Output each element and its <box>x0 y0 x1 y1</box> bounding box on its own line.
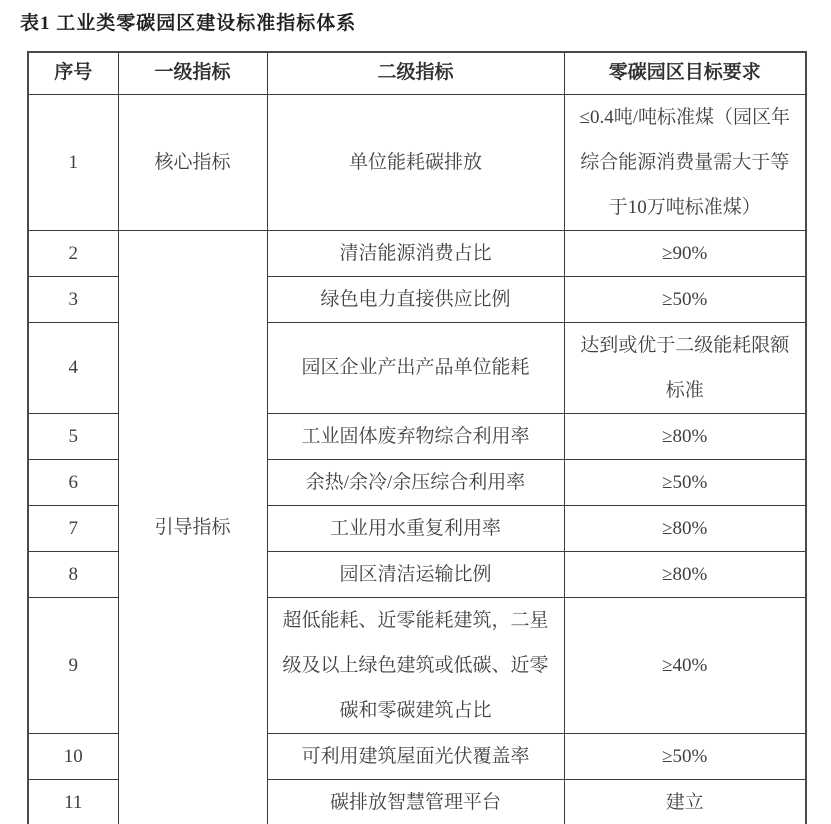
cell-level1: 核心指标 <box>118 94 267 230</box>
cell-no: 7 <box>28 505 118 551</box>
header-cell-level1: 一级指标 <box>118 52 267 94</box>
cell-no: 1 <box>28 94 118 230</box>
cell-target: ≥90% <box>564 230 806 276</box>
cell-no: 2 <box>28 230 118 276</box>
cell-level2: 碳排放智慧管理平台 <box>267 779 564 824</box>
cell-level2: 园区企业产出产品单位能耗 <box>267 322 564 413</box>
cell-no: 5 <box>28 413 118 459</box>
cell-level2: 工业用水重复利用率 <box>267 505 564 551</box>
cell-target: ≥50% <box>564 276 806 322</box>
cell-target: ≥80% <box>564 413 806 459</box>
cell-no: 3 <box>28 276 118 322</box>
cell-target: 达到或优于二级能耗限额标准 <box>564 322 806 413</box>
header-cell-target: 零碳园区目标要求 <box>564 52 806 94</box>
cell-level2: 园区清洁运输比例 <box>267 551 564 597</box>
cell-level2: 工业固体废弃物综合利用率 <box>267 413 564 459</box>
table-row <box>28 94 806 230</box>
cell-target: ≥50% <box>564 733 806 779</box>
indicator-table <box>27 51 807 824</box>
cell-level2: 单位能耗碳排放 <box>267 94 564 230</box>
header-row <box>28 52 806 94</box>
cell-target: ≥40% <box>564 597 806 733</box>
cell-target: ≥50% <box>564 459 806 505</box>
cell-level2: 绿色电力直接供应比例 <box>267 276 564 322</box>
cell-level2: 余热/余冷/余压综合利用率 <box>267 459 564 505</box>
cell-level1: 引导指标 <box>118 230 267 824</box>
header-cell-no: 序号 <box>28 52 118 94</box>
table-row <box>28 230 806 276</box>
cell-target: ≥80% <box>564 551 806 597</box>
header-cell-level2: 二级指标 <box>267 52 564 94</box>
cell-level2: 清洁能源消费占比 <box>267 230 564 276</box>
cell-no: 9 <box>28 597 118 733</box>
table-caption: 表1 工业类零碳园区建设标准指标体系 <box>20 13 357 34</box>
cell-target: 建立 <box>564 779 806 824</box>
cell-no: 8 <box>28 551 118 597</box>
cell-no: 10 <box>28 733 118 779</box>
cell-no: 4 <box>28 322 118 413</box>
cell-no: 6 <box>28 459 118 505</box>
cell-target: ≤0.4吨/吨标准煤（园区年综合能源消费量需大于等于10万吨标准煤） <box>564 94 806 230</box>
cell-no: 11 <box>28 779 118 824</box>
cell-level2: 可利用建筑屋面光伏覆盖率 <box>267 733 564 779</box>
cell-target: ≥80% <box>564 505 806 551</box>
cell-level2: 超低能耗、近零能耗建筑，二星级及以上绿色建筑或低碳、近零碳和零碳建筑占比 <box>267 597 564 733</box>
